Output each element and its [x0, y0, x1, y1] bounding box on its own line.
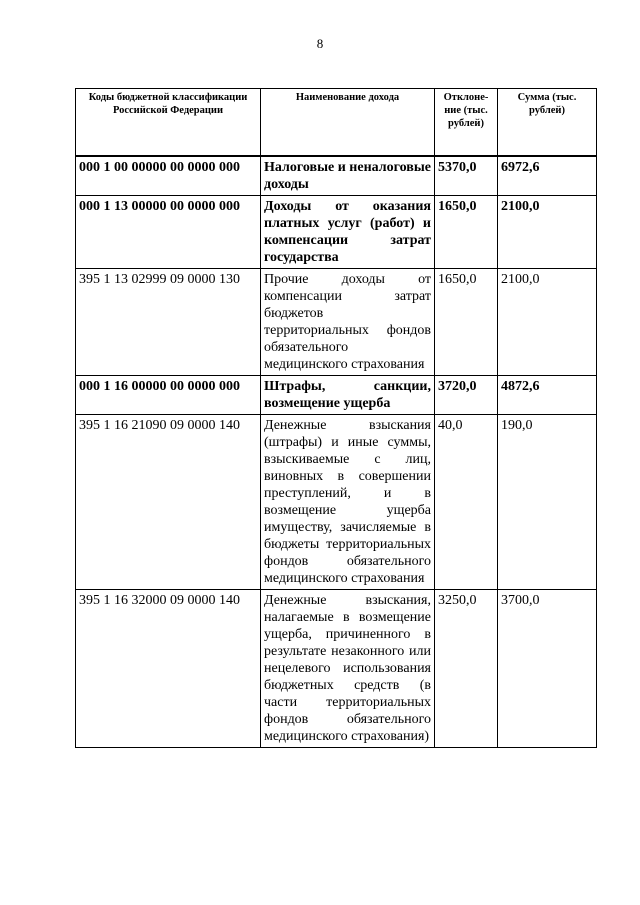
row-name: Налоговые и неналоговые доходы	[261, 156, 435, 196]
row-deviation: 3720,0	[435, 376, 498, 415]
row-sum: 190,0	[498, 415, 597, 590]
table-row	[76, 156, 597, 196]
table-header-row	[76, 89, 597, 157]
row-code: 395 1 16 21090 09 0000 140	[76, 415, 261, 590]
row-code: 395 1 13 02999 09 0000 130	[76, 269, 261, 376]
row-deviation: 40,0	[435, 415, 498, 590]
table-row	[76, 590, 597, 748]
row-deviation: 3250,0	[435, 590, 498, 748]
row-name: Доходы от оказания платных услуг (работ) и компенсации затрат государства	[261, 196, 435, 269]
table-row	[76, 415, 597, 590]
header-name: Наименование дохода	[261, 89, 435, 157]
table-row	[76, 376, 597, 415]
header-sum: Сумма (тыс. рублей)	[498, 89, 597, 157]
header-code: Коды бюджетной классификации Российской Федерации	[76, 89, 261, 157]
row-sum: 6972,6	[498, 156, 597, 196]
row-code: 000 1 13 00000 00 0000 000	[76, 196, 261, 269]
row-name: Денежные взыскания (штрафы) и иные суммы, взыскиваемые с лиц, виновных в совершении преступлений, и в возмещение ущерба имуществу, зачисляемые в бюджеты территориальных фондов обязательного медицинского страхования	[261, 415, 435, 590]
row-name: Штрафы, санкции, возмещение ущерба	[261, 376, 435, 415]
table-row	[76, 196, 597, 269]
header-deviation: Отклоне-ние (тыс. рублей)	[435, 89, 498, 157]
row-sum: 4872,6	[498, 376, 597, 415]
page-number: 8	[316, 36, 324, 51]
row-deviation: 1650,0	[435, 269, 498, 376]
row-name: Денежные взыскания, налагаемые в возмещение ущерба, причиненного в результате незаконного или нецелевого использования бюджетных средств (в части территориальных фондов обязательного медицинского страхования)	[261, 590, 435, 748]
row-name: Прочие доходы от компенсации затрат бюджетов территориальных фондов обязательного медицинского страхования	[261, 269, 435, 376]
table-row	[76, 269, 597, 376]
row-deviation: 5370,0	[435, 156, 498, 196]
row-sum: 2100,0	[498, 269, 597, 376]
row-sum: 3700,0	[498, 590, 597, 748]
row-code: 000 1 16 00000 00 0000 000	[76, 376, 261, 415]
row-sum: 2100,0	[498, 196, 597, 269]
budget-revenue-table	[75, 88, 597, 748]
row-code: 395 1 16 32000 09 0000 140	[76, 590, 261, 748]
row-deviation: 1650,0	[435, 196, 498, 269]
row-code: 000 1 00 00000 00 0000 000	[76, 156, 261, 196]
